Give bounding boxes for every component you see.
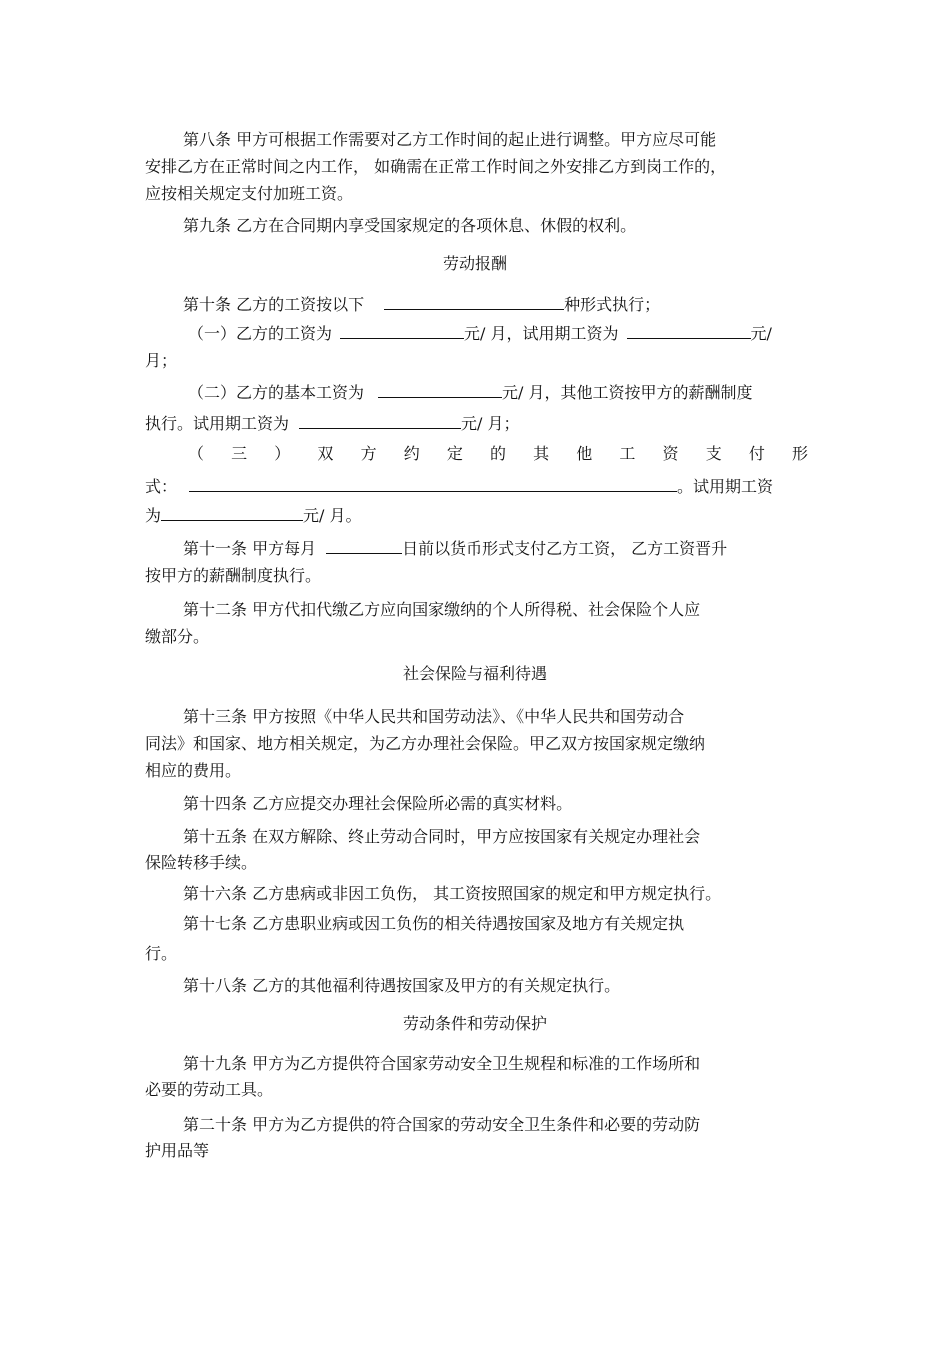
article-15-line-2: 保险转移手续。 [145, 853, 258, 872]
opt3-char: 他 [576, 444, 593, 463]
article-11-text-a: 第十一条 甲方每月 [183, 539, 317, 558]
article-8-line-2: 安排乙方在正常时间之内工作， 如确需在正常工作时间之外安排乙方到岗工作的， [145, 157, 727, 176]
article-19-line-1: 第十九条 甲方为乙方提供符合国家劳动安全卫生规程和标准的工作场所和 [183, 1054, 701, 1073]
article-10 [183, 293, 660, 315]
opt3-char: 双 [317, 444, 334, 463]
option-3-line-1 [188, 444, 808, 464]
option-3-line-3 [145, 504, 362, 526]
opt3-char: （ [188, 444, 205, 463]
section-heading-labor-protection: 劳动条件和劳动保护 [402, 1014, 547, 1033]
option-3-text-d: 元/ 月。 [303, 506, 362, 525]
article-16: 第十六条 乙方患病或非因工负伤， 其工资按照国家的规定和甲方规定执行。 [183, 884, 722, 903]
opt3-char: 形 [791, 444, 808, 463]
article-17-line-2: 行。 [145, 944, 178, 963]
article-15-line-1: 第十五条 在双方解除、终止劳动合同时，甲方应按国家有关规定办理社会 [183, 827, 701, 846]
opt3-char: 资 [662, 444, 679, 463]
option-1-line-1 [188, 322, 772, 344]
blank-base-salary [378, 381, 502, 398]
option-2-text-c: 执行。试用期工资为 [145, 414, 290, 433]
blank-salary [340, 322, 464, 339]
opt3-char: 其 [533, 444, 550, 463]
article-17-line-1: 第十七条 乙方患职业病或因工负伤的相关待遇按国家及地方有关规定执 [183, 914, 685, 933]
option-2-text-d: 元/ 月； [461, 414, 520, 433]
article-20-line-2: 护用品等 [145, 1141, 210, 1160]
article-12-line-2: 缴部分。 [145, 627, 210, 646]
article-11-text-b: 日前以货币形式支付乙方工资， 乙方工资晋升 [402, 539, 728, 558]
blank-pay-day [326, 537, 402, 554]
article-20-line-1: 第二十条 甲方为乙方提供的符合国家的劳动安全卫生条件和必要的劳动防 [183, 1115, 701, 1134]
article-14: 第十四条 乙方应提交办理社会保险所必需的真实材料。 [183, 794, 573, 813]
option-3-line-2 [145, 475, 773, 497]
opt3-char: ） [274, 444, 291, 463]
section-heading-social-insurance: 社会保险与福利待遇 [402, 664, 547, 683]
option-1-text-b: 元/ 月，试用期工资为 [464, 324, 619, 343]
article-12-line-1: 第十二条 甲方代扣代缴乙方应向国家缴纳的个人所得税、社会保险个人应 [183, 600, 701, 619]
opt3-char: 的 [489, 444, 506, 463]
article-10-text-b: 种形式执行； [564, 295, 661, 314]
article-13-line-3: 相应的费用。 [145, 761, 242, 780]
opt3-char: 定 [446, 444, 463, 463]
option-3-text-c: 为 [145, 506, 162, 525]
option-1-text-c: 元/ [750, 324, 772, 343]
option-3-text-b: 。试用期工资 [677, 477, 774, 496]
article-18: 第十八条 乙方的其他福利待遇按国家及甲方的有关规定执行。 [183, 976, 621, 995]
blank-wage-form [384, 293, 564, 310]
article-11-line-2: 按甲方的薪酬制度执行。 [145, 566, 322, 585]
option-2-text-a: （二）乙方的基本工资为 [188, 383, 365, 402]
opt3-char: 工 [619, 444, 636, 463]
article-8-line-1: 第八条 甲方可根据工作需要对乙方工作时间的起止进行调整。甲方应尽可能 [183, 130, 717, 149]
opt3-char: 支 [705, 444, 722, 463]
blank-probation-other-salary [161, 504, 303, 521]
option-1-line-2: 月； [145, 351, 178, 370]
article-10-text-a: 第十条 乙方的工资按以下 [183, 295, 365, 314]
opt3-char: 方 [360, 444, 377, 463]
option-1-text-a: （一）乙方的工资为 [188, 324, 333, 343]
blank-probation-salary [627, 322, 751, 339]
article-13-line-2: 同法》和国家、地方相关规定，为乙方办理社会保险。甲乙双方按国家规定缴纳 [145, 734, 706, 753]
opt3-char: 约 [403, 444, 420, 463]
option-2-line-2 [145, 412, 520, 434]
opt3-char: 三 [231, 444, 248, 463]
section-heading-pay: 劳动报酬 [442, 254, 507, 273]
article-9: 第九条 乙方在合同期内享受国家规定的各项休息、休假的权利。 [183, 216, 637, 235]
blank-other-payment-form [189, 475, 677, 492]
article-8-line-3: 应按相关规定支付加班工资。 [145, 184, 354, 203]
option-3-text-a: 式： [145, 477, 178, 496]
article-19-line-2: 必要的劳动工具。 [145, 1080, 274, 1099]
opt3-char: 付 [748, 444, 765, 463]
article-13-line-1: 第十三条 甲方按照《中华人民共和国劳动法》、《中华人民共和国劳动合 [183, 707, 685, 726]
option-2-line-1 [188, 381, 753, 403]
option-2-text-b: 元/ 月，其他工资按甲方的薪酬制度 [502, 383, 753, 402]
blank-probation-base-salary [299, 412, 461, 429]
article-11-line-1 [183, 537, 727, 559]
